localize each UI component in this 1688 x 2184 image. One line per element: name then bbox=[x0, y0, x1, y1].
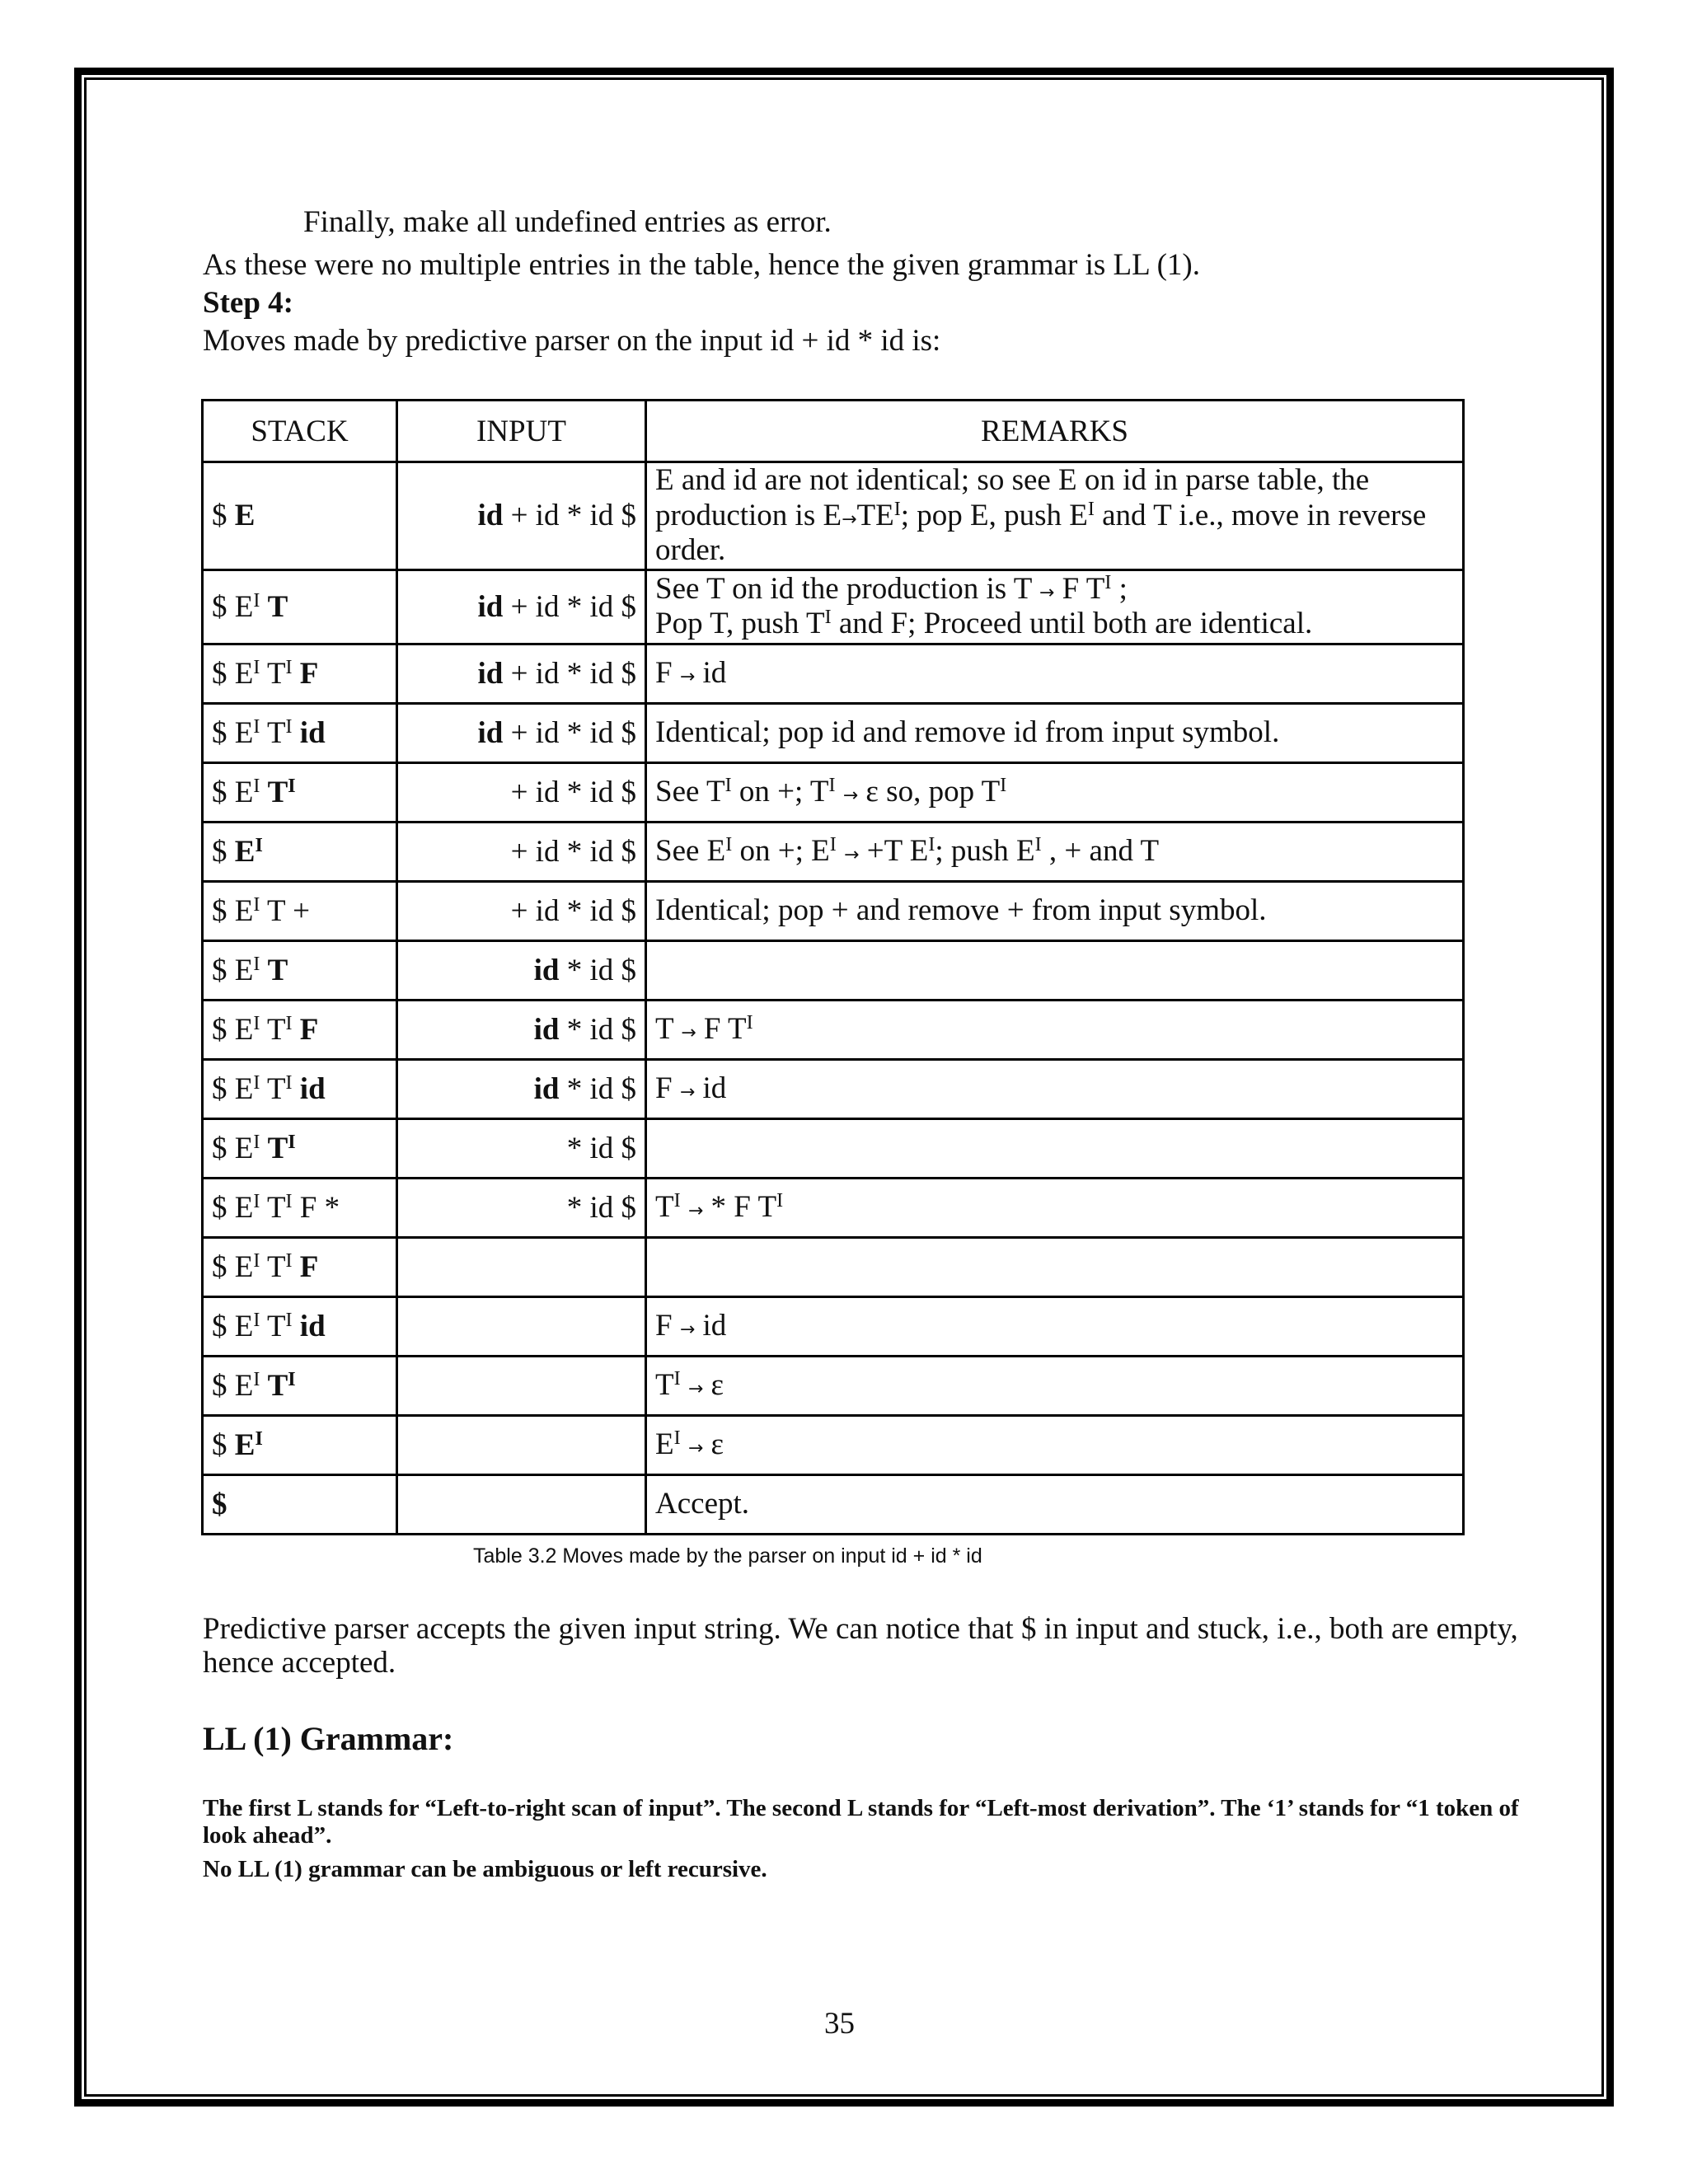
input-cell: + id * id $ bbox=[397, 822, 646, 881]
intro-line-1: Finally, make all undefined entries as error. bbox=[303, 205, 832, 239]
stack-cell: $ $E^I$ $T^I$ F bbox=[203, 1000, 397, 1059]
input-cell: * id $ bbox=[397, 1118, 646, 1178]
remarks-cell: See T on id the production is T → F $T^I$ ; Pop T, push $T^I$ and F; Proceed until both are identical. bbox=[646, 569, 1464, 644]
input-cell: id + id * id $ bbox=[397, 644, 646, 703]
stack-cell: $ $E^I$ $T^I$ id bbox=[203, 1059, 397, 1118]
remarks-cell: E and id are not identical; so see E on id in parse table, the production is $E\to TE^I$; pop E, push $E^I$ and T i.e., move in reverse order. bbox=[646, 462, 1464, 570]
header-stack: STACK bbox=[203, 401, 397, 462]
stack-cell: $ $E^I$ bbox=[203, 1415, 397, 1474]
input-cell bbox=[397, 1356, 646, 1415]
input-cell: + id * id $ bbox=[397, 881, 646, 940]
remarks-cell: $T^I$ → * F $T^I$ bbox=[646, 1178, 1464, 1237]
ll1-heading: LL (1) Grammar: bbox=[203, 1720, 454, 1757]
remarks-cell: See $E^I$ on +; $E^I \to +T$ $E^I$; push $E^I$ , + and T bbox=[646, 822, 1464, 881]
parser-moves-table bbox=[201, 399, 1465, 1535]
input-cell: * id $ bbox=[397, 1178, 646, 1237]
input-cell bbox=[397, 1415, 646, 1474]
table-row bbox=[203, 462, 1464, 570]
table-row bbox=[203, 1415, 1464, 1474]
stack-cell: $ $E^I$ T + bbox=[203, 881, 397, 940]
stack-cell: $ $E^I$ $T^I$ bbox=[203, 762, 397, 822]
input-cell: id * id $ bbox=[397, 940, 646, 1000]
input-cell bbox=[397, 1237, 646, 1296]
remarks-cell: Identical; pop id and remove id from input symbol. bbox=[646, 703, 1464, 762]
table-row bbox=[203, 1178, 1464, 1237]
table-row bbox=[203, 1000, 1464, 1059]
table-row bbox=[203, 1118, 1464, 1178]
table-row bbox=[203, 1237, 1464, 1296]
stack-cell: $ $E^I$ $T^I$ bbox=[203, 1356, 397, 1415]
input-cell: + id * id $ bbox=[397, 762, 646, 822]
input-cell: id * id $ bbox=[397, 1000, 646, 1059]
table-caption: Table 3.2 Moves made by the parser on input id + id * id bbox=[473, 1544, 982, 1568]
stack-cell: $ $E^I$ $T^I$ F bbox=[203, 644, 397, 703]
intro-line-2: As these were no multiple entries in the table, hence the given grammar is LL (1). bbox=[203, 248, 1200, 282]
remarks-cell: $E^I \to \varepsilon$ bbox=[646, 1415, 1464, 1474]
stack-cell: $ $E^I$ T bbox=[203, 569, 397, 644]
stack-cell: $ E bbox=[203, 462, 397, 570]
stack-cell: $ bbox=[203, 1474, 397, 1534]
table-row bbox=[203, 1356, 1464, 1415]
table-row bbox=[203, 762, 1464, 822]
ll1-definition: The first L stands for “Left-to-right scan of input”. The second L stands for “Left-most derivation”. The ‘1’ stands for “1 token of look ahead”. bbox=[203, 1795, 1519, 1849]
stack-cell: $ $E^I$ $T^I$ F bbox=[203, 1237, 397, 1296]
table-row bbox=[203, 569, 1464, 644]
remarks-cell: F → id bbox=[646, 1059, 1464, 1118]
input-cell: id * id $ bbox=[397, 1059, 646, 1118]
remarks-cell: Accept. bbox=[646, 1474, 1464, 1534]
table-row bbox=[203, 881, 1464, 940]
page-number: 35 bbox=[824, 2007, 855, 2041]
table-row bbox=[203, 1474, 1464, 1534]
header-remarks: REMARKS bbox=[646, 401, 1464, 462]
remarks-cell: See $T^I$ on +; $T^I \to \varepsilon$ so, pop $T^I$ bbox=[646, 762, 1464, 822]
input-cell bbox=[397, 1474, 646, 1534]
remarks-cell: Identical; pop + and remove + from input symbol. bbox=[646, 881, 1464, 940]
table-row bbox=[203, 1296, 1464, 1356]
remarks-cell bbox=[646, 1237, 1464, 1296]
input-cell: id + id * id $ bbox=[397, 462, 646, 570]
stack-cell: $ $E^I$ $T^I$ F * bbox=[203, 1178, 397, 1237]
stack-cell: $ $E^I$ $T^I$ bbox=[203, 1118, 397, 1178]
header-input: INPUT bbox=[397, 401, 646, 462]
remarks-cell: $T^I \to \varepsilon$ bbox=[646, 1356, 1464, 1415]
remarks-cell: F → id bbox=[646, 644, 1464, 703]
stack-cell: $ $E^I$ $T^I$ id bbox=[203, 703, 397, 762]
table-header-row bbox=[203, 401, 1464, 462]
ll1-note: No LL (1) grammar can be ambiguous or left recursive. bbox=[203, 1856, 767, 1882]
remarks-cell: T → F $T^I$ bbox=[646, 1000, 1464, 1059]
table-row bbox=[203, 822, 1464, 881]
table-row bbox=[203, 644, 1464, 703]
table-row bbox=[203, 1059, 1464, 1118]
stack-cell: $ $E^I$ $T^I$ id bbox=[203, 1296, 397, 1356]
stack-cell: $ $E^I$ bbox=[203, 822, 397, 881]
input-cell: id + id * id $ bbox=[397, 703, 646, 762]
stack-cell: $ $E^I$ T bbox=[203, 940, 397, 1000]
input-cell bbox=[397, 1296, 646, 1356]
input-cell: id + id * id $ bbox=[397, 569, 646, 644]
remarks-cell bbox=[646, 1118, 1464, 1178]
conclusion-paragraph: Predictive parser accepts the given input string. We can notice that $ in input and stuck, i.e., both are empty, hence accepted. bbox=[203, 1612, 1518, 1680]
table-row bbox=[203, 703, 1464, 762]
remarks-cell: F → id bbox=[646, 1296, 1464, 1356]
step-label: Step 4: bbox=[203, 286, 293, 320]
remarks-cell bbox=[646, 940, 1464, 1000]
table-row bbox=[203, 940, 1464, 1000]
intro-line-3: Moves made by predictive parser on the input id + id * id is: bbox=[203, 324, 941, 358]
